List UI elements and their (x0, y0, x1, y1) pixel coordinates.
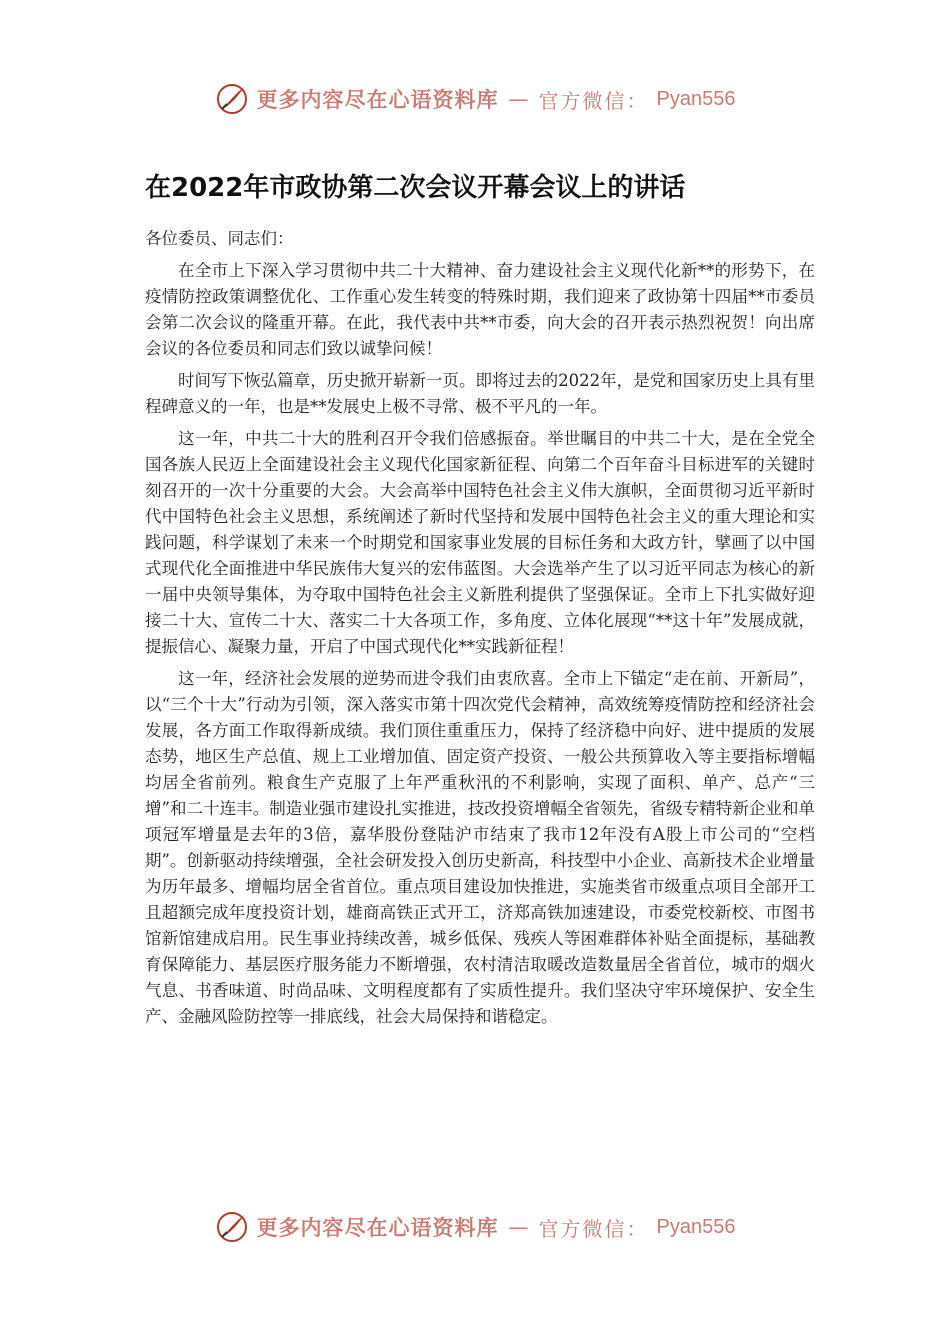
banner-wechat-id: Pyan556 (656, 87, 736, 110)
header-banner (0, 82, 950, 116)
salutation: 各位委员、同志们： (145, 229, 294, 248)
paragraph-4: 这一年，经济社会发展的逆势而进令我们由衷欣喜。全市上下锚定“走在前、开新局”，以“三个十大”行动为引领，深入落实市第十四次党代会精神，高效统筹疫情防控和经济社会发展，各方面工作取得新成绩。我们顶住重重压力，保持了经济稳中向好、进中提质的发展态势，地区生产总值、规上工业增加值、固定资产投资、一般公共预算收入等主要指标增幅均居全省前列。粮食生产克服了上年严重秋汛的不利影响，实现了面积、单产、总产“三增”和二十连丰。制造业强市建设扎实推进，技改投资增幅全省领先，省级专精特新企业和单项冠军增量是去年的3倍，嘉华股份登陆沪市结束了我市12年没有A股上市公司的“空档期”。创新驱动持续增强，全社会研发投入创历史新高，科技型中小企业、高新技术企业增量为历年最多、增幅均居全省首位。重点项目建设加快推进，实施类省市级重点项目全部开工且超额完成年度投资计划，雄商高铁正式开工，济郑高铁加速建设，市委党校新校、市图书馆新馆建成启用。民生事业持续改善，城乡低保、残疾人等困难群体补贴全面提标，基础教育保障能力、基层医疗服务能力不断增强，农村清洁取暖改造数量居全省首位，城市的烟火气息、书香味道、时尚品味、文明程度都有了实质性提升。我们坚决守牢环境保护、安全生产、金融风险防控等一排底线，社会大局保持和谐稳定。 (145, 669, 815, 1026)
footer-banner (0, 1210, 950, 1244)
banner-wechat-label: 官方微信： (538, 1216, 649, 1241)
paragraph-3: 这一年，中共二十大的胜利召开令我们倍感振奋。举世瞩目的中共二十大，是在全党全国各族人民迈上全面建设社会主义现代化国家新征程、向第二个百年奋斗目标进军的关键时刻召开的一次十分重要的大会。大会高举中国特色社会主义伟大旗帜，全面贯彻习近平新时代中国特色社会主义思想，系统阐述了新时代坚持和发展中国特色社会主义的重大理论和实践问题，科学谋划了未来一个时期党和国家事业发展的目标任务和大政方针，擘画了以中国式现代化全面推进中华民族伟大复兴的宏伟蓝图。大会选举产生了以习近平同志为核心的新一届中央领导集体，为夺取中国特色社会主义新胜利提供了坚强保证。全市上下扎实做好迎接二十大、宣传二十大、落实二十大各项工作，多角度、立体化展现“**这十年”发展成就，提振信心、凝聚力量，开启了中国式现代化**实践新征程！ (145, 429, 815, 656)
banner-brand-text: 更多内容尽在心语资料库 (256, 1215, 499, 1240)
banner-separator: — (508, 1215, 529, 1239)
banner-separator: — (508, 87, 529, 111)
banner-wechat-label: 官方微信： (538, 88, 649, 113)
paragraph-2: 时间写下恢弘篇章，历史掀开崭新一页。即将过去的2022年，是党和国家历史上具有里程碑意义的一年，也是**发展史上极不寻常、极不平凡的一年。 (145, 371, 815, 416)
quill-pen-logo-icon (215, 1210, 249, 1244)
document-body (145, 170, 815, 1036)
banner-wechat-id: Pyan556 (656, 1215, 736, 1238)
banner-brand-text: 更多内容尽在心语资料库 (256, 87, 499, 112)
paragraph-1: 在全市上下深入学习贯彻中共二十大精神、奋力建设社会主义现代化新**的形势下，在疫情防控政策调整优化、工作重心发生转变的特殊时期，我们迎来了政协第十四届**市委员会第二次会议的隆重开幕。在此，我代表中共**市委，向大会的召开表示热烈祝贺！向出席会议的各位委员和同志们致以诚挚问候！ (145, 261, 815, 358)
quill-pen-logo-icon (215, 82, 249, 116)
document-title: 在2022年市政协第二次会议开幕会议上的讲话 (145, 173, 686, 203)
